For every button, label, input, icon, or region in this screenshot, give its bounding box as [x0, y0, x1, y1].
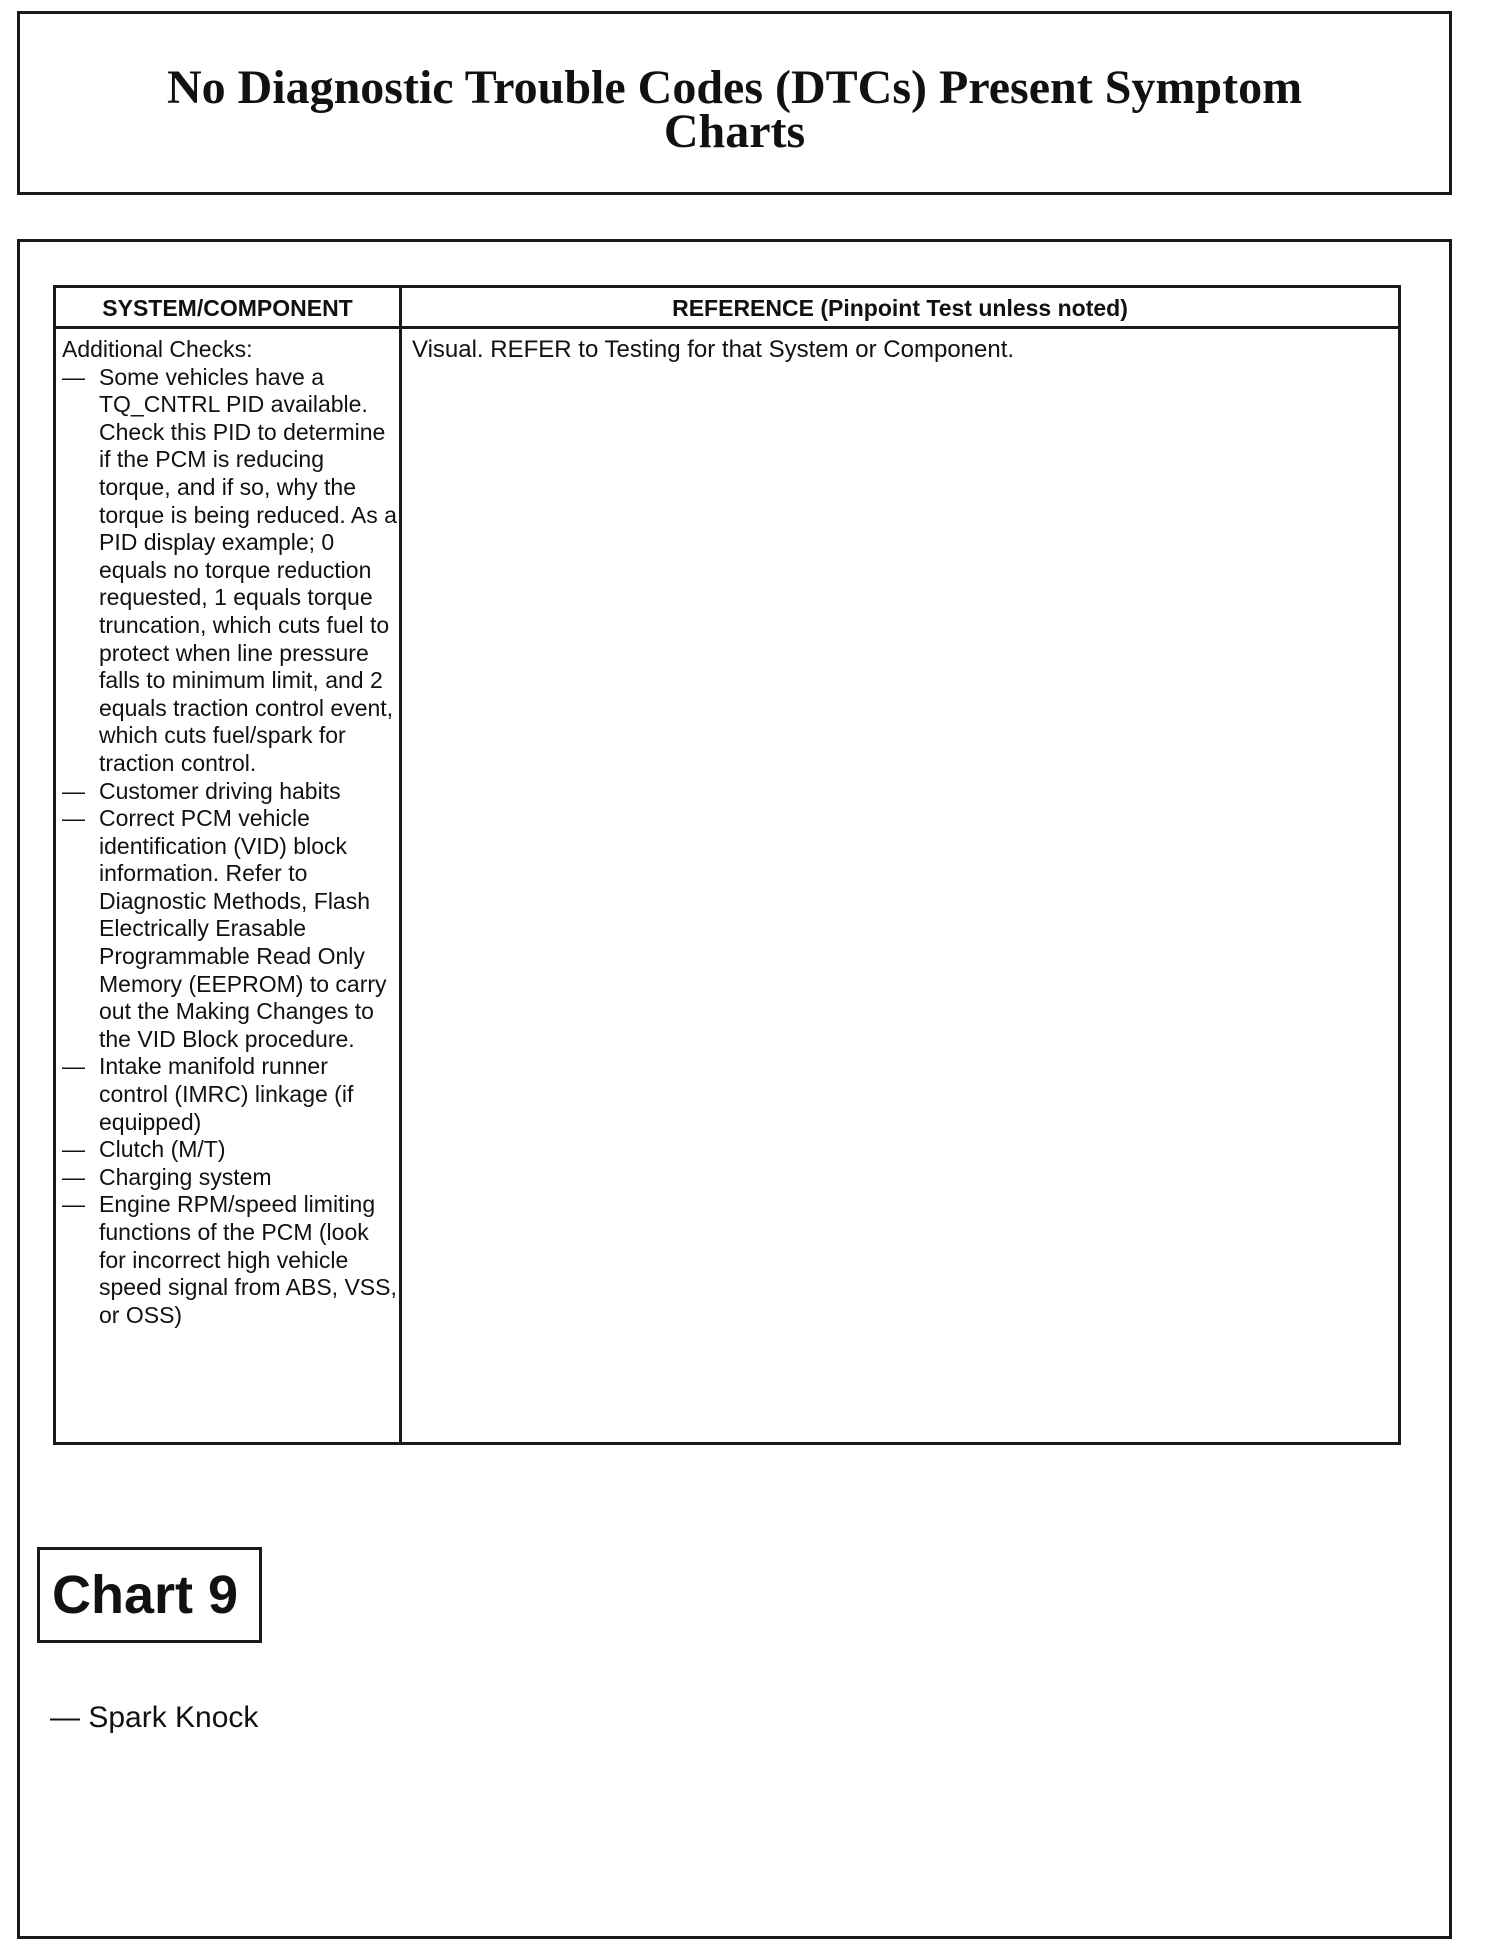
- check-item-clutch: — Clutch (M/T): [62, 1136, 397, 1164]
- page-title-line-1: No Diagnostic Trouble Codes (DTCs) Present Symptom: [166, 61, 1303, 114]
- page-title: [20, 61, 1449, 158]
- header-reference: REFERENCE (Pinpoint Test unless noted): [672, 295, 1128, 321]
- additional-checks-list: [62, 364, 397, 1330]
- page-title-line-2: Charts: [663, 105, 806, 158]
- check-item-rpm-limiting: — Engine RPM/speed limiting functions of the PCM (look for incorrect high vehicle speed signal from ABS, VSS, or OSS): [62, 1191, 397, 1329]
- cell-system-component: [62, 336, 397, 1329]
- chart-number-label: Chart 9: [37, 1547, 262, 1643]
- symptom-reference-table: [53, 285, 1401, 1445]
- cell-reference: Visual. REFER to Testing for that System or Component.: [412, 336, 1015, 363]
- check-item-imrc-linkage: — Intake manifold runner control (IMRC) linkage (if equipped): [62, 1053, 397, 1136]
- check-item-tq-cntrl-pid: — Some vehicles have a TQ_CNTRL PID available. Check this PID to determine if the PCM is reducing torque, and if so, why the torque is being reduced. As a PID display example; 0 equals no torque reduction requested, 1 equals torque truncation, which cuts fuel to protect when line pressure falls to minimum limit, and 2 equals traction control event, which cuts fuel/spark for traction control.: [62, 364, 397, 778]
- check-item-driving-habits: — Customer driving habits: [62, 778, 397, 806]
- header-system-component: SYSTEM/COMPONENT: [102, 295, 353, 321]
- header-divider: [56, 326, 1398, 329]
- check-item-pcm-vid-block: — Correct PCM vehicle identification (VID) block information. Refer to Diagnostic Methods, Flash Electrically Erasable Programmable Read Only Memory (EEPROM) to carry out the Making Changes to the VID Block procedure.: [62, 805, 397, 1053]
- additional-checks-label: Additional Checks:: [62, 336, 253, 362]
- check-item-charging-system: — Charging system: [62, 1164, 397, 1192]
- title-box: [17, 11, 1452, 195]
- column-divider: [399, 288, 402, 1442]
- symptom-item: — Spark Knock: [50, 1701, 259, 1734]
